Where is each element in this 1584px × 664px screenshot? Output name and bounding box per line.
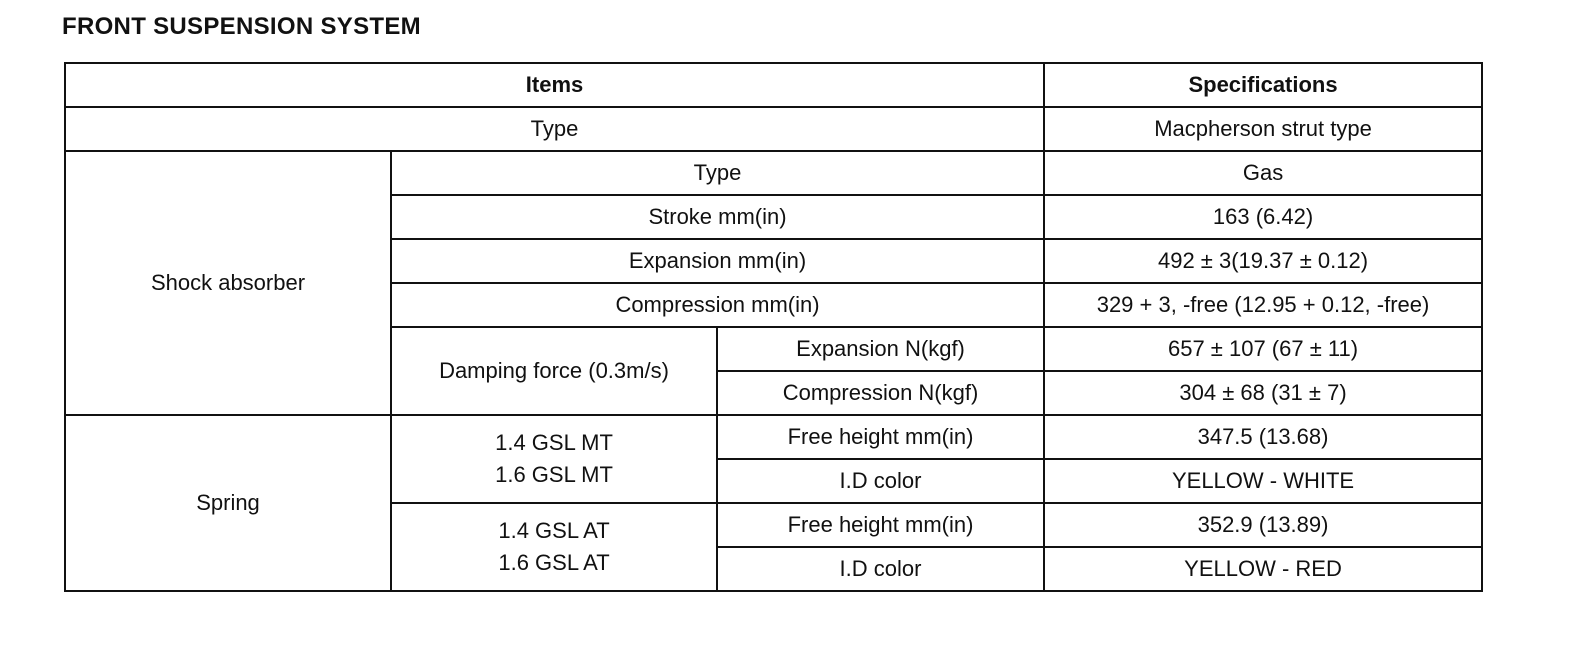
mt-id-color-value: YELLOW - WHITE — [1044, 459, 1482, 503]
spec-table — [64, 62, 1483, 592]
expansion-label: Expansion mm(in) — [391, 239, 1044, 283]
table-row — [65, 107, 1482, 151]
damping-expansion-label: Expansion N(kgf) — [717, 327, 1044, 371]
shock-absorber-label: Shock absorber — [65, 151, 391, 415]
spring-at-models — [391, 503, 717, 591]
spring-mt-models — [391, 415, 717, 503]
at-id-color-label: I.D color — [717, 547, 1044, 591]
shock-type-label: Type — [391, 151, 1044, 195]
header-items: Items — [65, 63, 1044, 107]
type-label: Type — [65, 107, 1044, 151]
stroke-value: 163 (6.42) — [1044, 195, 1482, 239]
table-row — [65, 415, 1482, 459]
page-title: FRONT SUSPENSION SYSTEM — [62, 13, 421, 40]
spring-at-model-1: 1.4 GSL AT — [498, 518, 610, 543]
damping-force-label: Damping force (0.3m/s) — [391, 327, 717, 415]
shock-type-value: Gas — [1044, 151, 1482, 195]
mt-id-color-label: I.D color — [717, 459, 1044, 503]
header-specifications: Specifications — [1044, 63, 1482, 107]
spring-mt-model-2: 1.6 GSL MT — [495, 462, 613, 487]
at-free-height-label: Free height mm(in) — [717, 503, 1044, 547]
damping-compression-value: 304 ± 68 (31 ± 7) — [1044, 371, 1482, 415]
damping-compression-label: Compression N(kgf) — [717, 371, 1044, 415]
spring-at-model-2: 1.6 GSL AT — [498, 550, 610, 575]
spring-label: Spring — [65, 415, 391, 591]
table-row — [65, 151, 1482, 195]
compression-value: 329 + 3, -free (12.95 + 0.12, -free) — [1044, 283, 1482, 327]
spring-mt-model-1: 1.4 GSL MT — [495, 430, 613, 455]
expansion-value: 492 ± 3(19.37 ± 0.12) — [1044, 239, 1482, 283]
table-row — [65, 63, 1482, 107]
type-value: Macpherson strut type — [1044, 107, 1482, 151]
damping-expansion-value: 657 ± 107 (67 ± 11) — [1044, 327, 1482, 371]
stroke-label: Stroke mm(in) — [391, 195, 1044, 239]
mt-free-height-value: 347.5 (13.68) — [1044, 415, 1482, 459]
compression-label: Compression mm(in) — [391, 283, 1044, 327]
mt-free-height-label: Free height mm(in) — [717, 415, 1044, 459]
at-free-height-value: 352.9 (13.89) — [1044, 503, 1482, 547]
at-id-color-value: YELLOW - RED — [1044, 547, 1482, 591]
